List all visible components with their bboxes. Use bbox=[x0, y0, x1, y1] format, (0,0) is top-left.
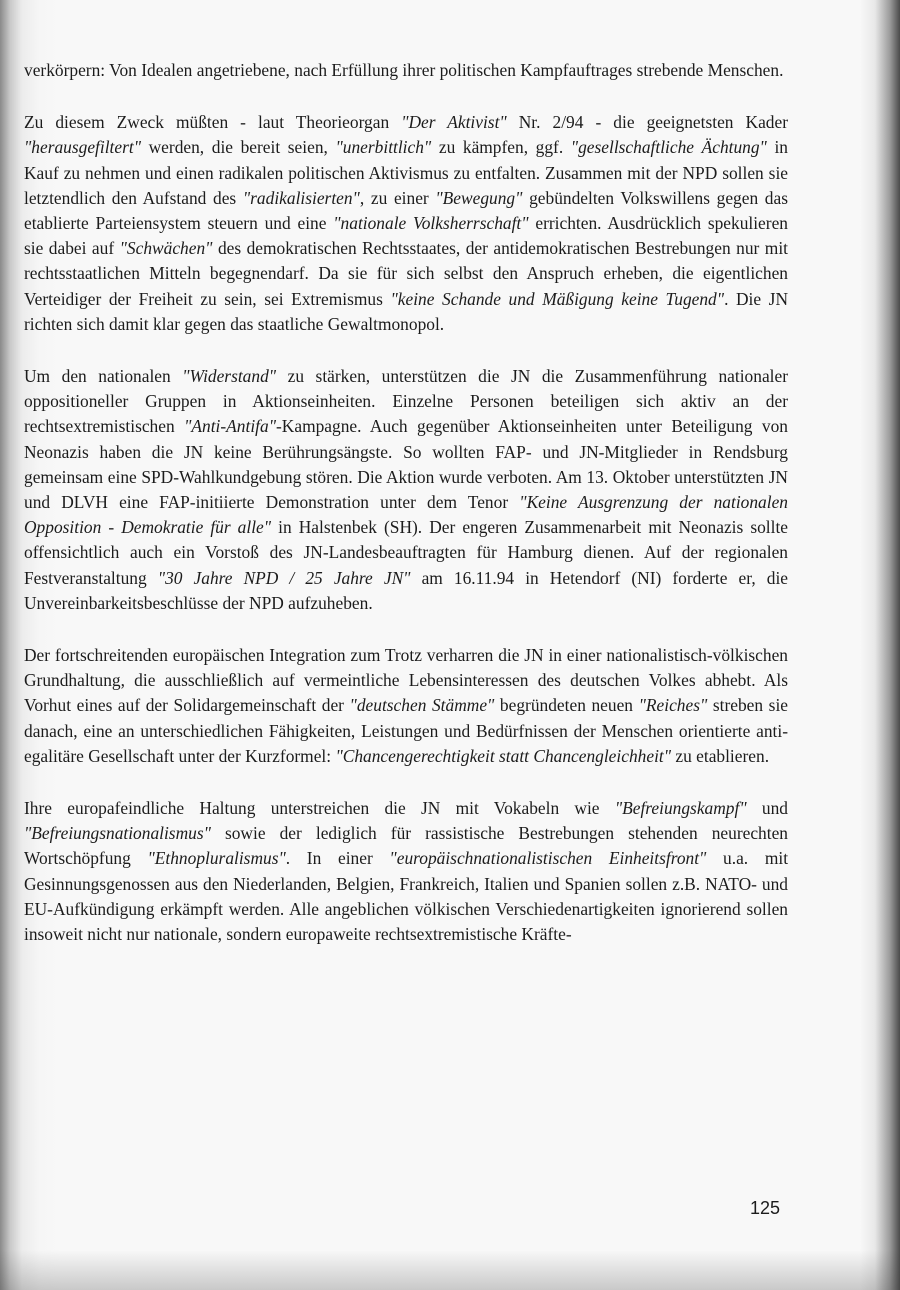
text-run: sowie der lediglich für rassistische Bestrebungen stehenden neurechten Wortschöpfung bbox=[24, 823, 788, 869]
text-run: werden, die bereit seien, bbox=[141, 137, 336, 158]
page-shadow bbox=[0, 1250, 900, 1290]
text-run: und bbox=[746, 798, 788, 819]
quoted-term: "Ethnopluralismus" bbox=[147, 848, 286, 869]
quoted-term: "Befreiungskampf" bbox=[614, 798, 747, 819]
text-run: zu kämpfen, ggf. bbox=[431, 137, 571, 158]
text-run: am 16.11.94 in Hetendorf (NI) forderte er, die Unvereinbarkeitsbeschlüsse der NPD aufzuheben. bbox=[24, 567, 788, 613]
quoted-term: "deutschen Stämme" bbox=[349, 695, 495, 716]
text-run: . In einer bbox=[285, 848, 390, 869]
quoted-term: "gesellschaftliche Ächtung" bbox=[570, 137, 767, 158]
text-run: Der fortschreitenden europäischen Integration zum Trotz verharren die JN in einer nationalistisch-völkischen Grundhaltung, die ausschließlich auf vermeintliche Lebensinteressen des deutschen Volkes abhebt. Als Vorhut eines auf der Solidargemeinschaft der bbox=[24, 645, 788, 716]
quoted-term: "Der Aktivist" bbox=[401, 112, 507, 133]
quoted-term: "Widerstand" bbox=[182, 366, 277, 387]
quoted-term: "Schwächen" bbox=[119, 238, 213, 259]
quoted-term: "Bewegung" bbox=[435, 187, 523, 208]
text-run: verkörpern: Von Idealen angetriebene, nach Erfüllung ihrer politischen Kampfauftrages strebende Menschen. bbox=[24, 60, 784, 80]
text-run: errichten. Ausdrücklich spekulieren sie dabei auf bbox=[24, 213, 788, 259]
quoted-term: "30 Jahre NPD / 25 Jahre JN" bbox=[157, 567, 411, 588]
text-run: , zu einer bbox=[359, 187, 436, 208]
page-number: 125 bbox=[749, 1198, 780, 1218]
body-text bbox=[24, 58, 788, 974]
text-run: in Halstenbek (SH). Der engeren Zusammenarbeit mit Neonazis sollte offensichtlich auch ein Vorstoß des JN-Landesbeauftragten für Hamburg dienen. Auf der regionalen Festveranstaltung bbox=[24, 517, 788, 588]
quoted-term: "europäischnationalistischen Einheitsfront" bbox=[389, 848, 707, 869]
quoted-term: "Chancengerechtigkeit statt Chancengleichheit" bbox=[335, 745, 672, 766]
text-run: streben sie danach, eine an unterschiedlichen Fähigkeiten, Leistungen und Bedürfnissen der Menschen orientierte anti-egalitäre Gesellschaft unter der Kurzformel: bbox=[24, 695, 788, 766]
text-run: zu etablieren. bbox=[671, 745, 770, 766]
text-run: des demokratischen Rechtsstaates, der antidemokratischen Bestrebungen nur mit rechtsstaatlichen Mitteln begegnendarf. Da sie für sich selbst den Anspruch erheben, die eigentlichen Verteidiger der Freiheit zu sein, sei Extremismus bbox=[24, 238, 788, 309]
quoted-term: "Befreiungsnationalismus" bbox=[24, 823, 211, 844]
paragraph bbox=[24, 58, 788, 83]
quoted-term: "Anti-Antifa" bbox=[184, 416, 276, 437]
quoted-term: "Reiches" bbox=[638, 695, 708, 716]
text-run: -Kampagne. Auch gegenüber Aktionseinheiten unter Beteiligung von Neonazis haben die JN keine Berührungsängste. So wollten FAP- und JN-Mitglieder in Rendsburg gemeinsam eine SPD-Wahlkundgebung stören. Die Aktion wurde verboten. Am 13. Oktober unterstützten JN und DLVH eine FAP-initiierte Demonstration unter dem Tenor bbox=[24, 416, 788, 513]
text-run: in Kauf zu nehmen und einen radikalen politischen Aktivismus zu entfalten. Zusammen mit der NPD sollen sie letztendlich den Aufstand des bbox=[24, 137, 789, 208]
quoted-term: "herausgefiltert" bbox=[24, 137, 142, 158]
quoted-term: "Keine Ausgrenzung der nationalen Opposition - Demokratie für alle" bbox=[24, 492, 788, 538]
text-run: . Die JN richten sich damit klar gegen das staatliche Gewaltmonopol. bbox=[24, 288, 789, 334]
quoted-term: "radikalisierten" bbox=[242, 187, 360, 208]
text-run: gebündelten Volkswillens gegen das etablierte Parteiensystem steuern und eine bbox=[24, 187, 788, 234]
quoted-term: "nationale Volksherrschaft" bbox=[333, 213, 529, 234]
paragraph bbox=[24, 643, 788, 769]
quoted-term: "unerbittlich" bbox=[335, 137, 432, 158]
text-run: u.a. mit Gesinnungsgenossen aus den Niederlanden, Belgien, Frankreich, Italien und Spanien sollen z.B. NATO- und EU-Aufkündigung erkämpft werden. Alle angeblichen völkischen Verschiedenartigkeiten ignorierend sollen insoweit nicht nur nationale, sondern europaweite rechtsextremistische Kräfte- bbox=[24, 848, 789, 945]
text-run: Nr. 2/94 - die geeignetsten Kader bbox=[506, 112, 788, 133]
text-run: zu stärken, unterstützen die JN die Zusammenführung nationaler oppositioneller Gruppen in Aktionseinheiten. Einzelne Personen beteiligen sich aktiv an der rechtsextremistischen bbox=[24, 366, 788, 437]
text-run: Ihre europafeindliche Haltung unterstreichen die JN mit Vokabeln wie bbox=[24, 798, 615, 819]
paragraph bbox=[24, 110, 788, 337]
paragraph bbox=[24, 796, 788, 947]
text-run: Um den nationalen bbox=[24, 366, 183, 387]
text-run: Zu diesem Zweck müßten - laut Theorieorgan bbox=[24, 112, 402, 133]
quoted-term: "keine Schande und Mäßigung keine Tugend" bbox=[390, 288, 725, 309]
text-run: begründeten neuen bbox=[494, 695, 639, 716]
paragraph bbox=[24, 364, 788, 616]
